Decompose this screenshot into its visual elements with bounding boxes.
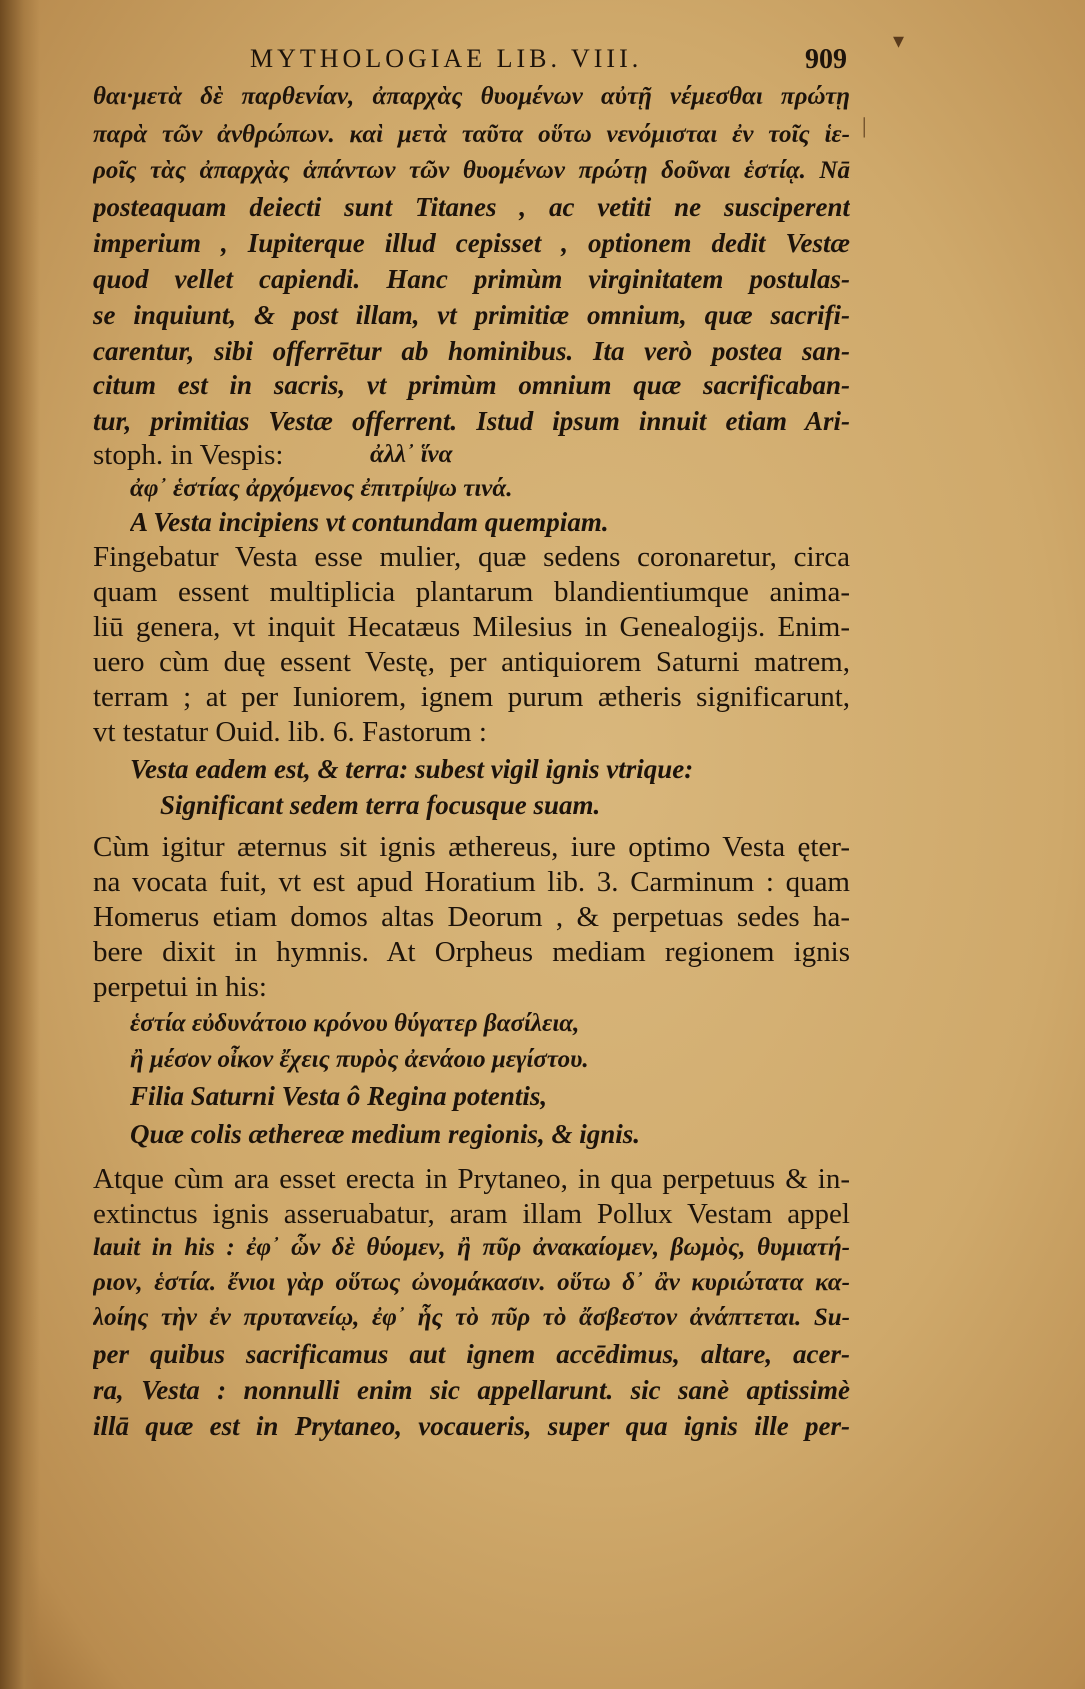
ink-speck: ▾ <box>893 28 905 53</box>
text-line: λοίης τὴν ἐν πρυτανείῳ, ἐφ᾽ ἧς τὸ πῦρ τὸ ἄσβεστον ἀνάπτεται. Su- <box>93 1304 850 1331</box>
text-line: perpetui in his: <box>93 971 267 1003</box>
text-line: stoph. in Vespis: <box>93 439 284 471</box>
verse-line: Vesta eadem est, & terra: subest vigil ignis vtrique: <box>130 754 694 784</box>
text-line: vt testatur Ouid. lib. 6. Fastorum : <box>93 716 487 748</box>
greek-quote: ἀλλ᾽ ἵνα <box>370 441 453 468</box>
greek-verse: ἢ μέσον οἶκον ἔχεις πυρὸς ἀενάοιο μεγίστου. <box>130 1046 589 1073</box>
text-line: Atque cùm ara esset erecta in Prytaneo, in qua perpetuus & in- <box>93 1163 850 1195</box>
running-title: MYTHOLOGIAE LIB. VIII. <box>250 44 643 73</box>
text-line: tur, primitias Vestæ offerrent. Istud ipsum innuit etiam Ari- <box>93 406 850 436</box>
text-line: illā quæ est in Prytaneo, vocaueris, super qua ignis ille per- <box>93 1411 850 1441</box>
latin-translation: A Vesta incipiens vt contundam quempiam. <box>130 507 609 537</box>
text-line: θαι·μετὰ δὲ παρθενίαν, ἀπαρχὰς θυομένων αὐτῇ νέμεσθαι πρώτῃ <box>93 83 850 110</box>
verse-line: Significant sedem terra focusque suam. <box>160 790 601 820</box>
text-line: ροῖς τὰς ἀπαρχὰς ἁπάντων τῶν θυομένων πρώτῃ δοῦναι ἑστίᾳ. Nā <box>93 157 850 184</box>
greek-quote: ἀφ᾽ ἑστίας ἀρχόμενος ἐπιτρίψω τινά. <box>130 475 513 502</box>
text-line: παρὰ τῶν ἀνθρώπων. καὶ μετὰ ταῦτα οὕτω νενόμισται ἐν τοῖς ἱε- <box>93 121 850 148</box>
text-line: Cùm igitur æternus sit ignis æthereus, iure optimo Vesta ęter- <box>93 831 850 863</box>
verse-line: Filia Saturni Vesta ô Regina potentis, <box>130 1081 548 1111</box>
page-gutter-shadow <box>0 0 40 1689</box>
text-line: posteaquam deiecti sunt Titanes , ac vetiti ne susciperent <box>93 192 850 222</box>
text-line: per quibus sacrificamus aut ignem accēdimus, altare, acer- <box>93 1339 850 1369</box>
page-number: 909 <box>805 44 847 75</box>
text-line: quam essent multiplicia plantarum blandientiumque anima- <box>93 576 850 608</box>
text-line: lauit in his : ἐφ᾽ ὧν δὲ θύομεν, ἢ πῦρ ἀνακαίομεν, βωμὸς, θυμιατή- <box>93 1234 850 1261</box>
text-line: ριον, ἑστία. ἔνιοι γὰρ οὕτως ὠνομάκασιν. οὕτω δ᾽ ἂν κυριώτατα κα- <box>93 1269 850 1296</box>
text-line: extinctus ignis asseruabatur, aram illam Pollux Vestam appel <box>93 1198 850 1230</box>
text-line: Fingebatur Vesta esse mulier, quæ sedens coronaretur, circa <box>93 541 850 573</box>
text-line: liū genera, vt inquit Hecatæus Milesius in Genealogijs. Enim- <box>93 611 850 643</box>
text-line: imperium , Iupiterque illud cepisset , optionem dedit Vestæ <box>93 228 850 258</box>
text-line: quod vellet capiendi. Hanc primùm virginitatem postulas- <box>93 264 850 294</box>
text-line: se inquiunt, & post illam, vt primitiæ omnium, quæ sacrifi- <box>93 300 850 330</box>
text-line: na vocata fuit, vt est apud Horatium lib. 3. Carminum : quam <box>93 866 850 898</box>
text-line: carentur, sibi offerrētur ab hominibus. Ita verò postea san- <box>93 336 850 366</box>
text-line: terram ; at per Iuniorem, ignem purum ætheris significarunt, <box>93 681 850 713</box>
text-line: Homerus etiam domos altas Deorum , & perpetuas sedes ha- <box>93 901 850 933</box>
verse-line: Quæ colis æthereæ medium regionis, & ignis. <box>130 1119 641 1149</box>
text-line: uero cùm duę essent Vestę, per antiquiorem Saturni matrem, <box>93 646 850 678</box>
margin-mark: | <box>862 113 867 138</box>
greek-verse: ἑστία εὐδυνάτοιο κρόνου θύγατερ βασίλεια, <box>130 1010 580 1037</box>
text-line: bere dixit in hymnis. At Orpheus mediam regionem ignis <box>93 936 850 968</box>
text-line: ra, Vesta : nonnulli enim sic appellarunt. sic sanè aptissimè <box>93 1375 850 1405</box>
text-line: citum est in sacris, vt primùm omnium quæ sacrificaban- <box>93 370 850 400</box>
